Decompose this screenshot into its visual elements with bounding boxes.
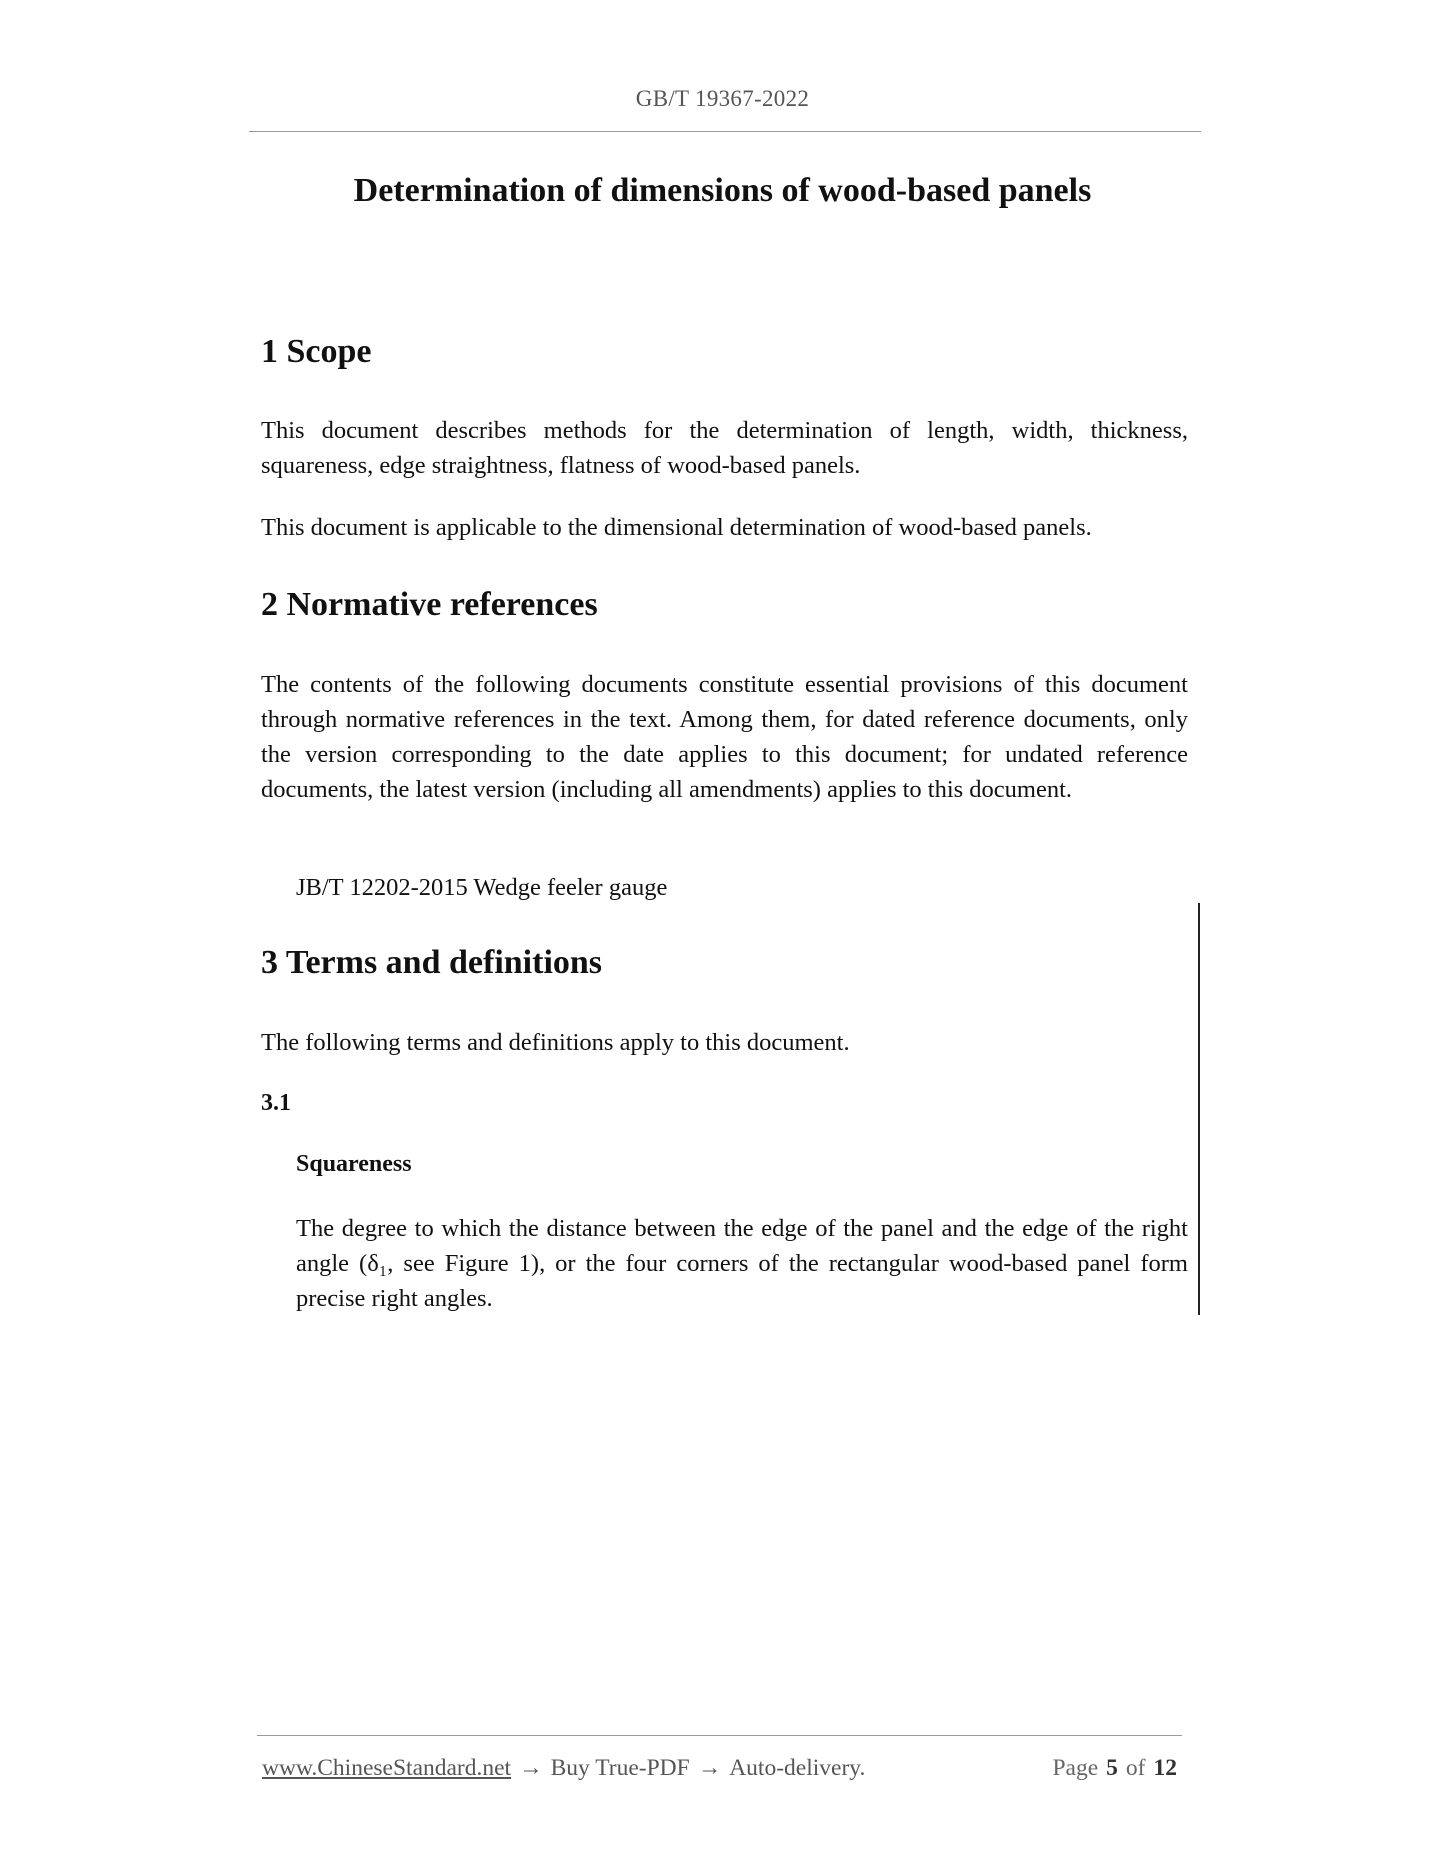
page-label: Page [1052,1755,1099,1781]
header-standard-code: GB/T 19367-2022 [635,86,810,111]
delivery-text: Auto-delivery. [729,1755,866,1781]
scope-paragraph-2: This document is applicable to the dimensional determination of wood-based panels. [261,514,1092,541]
header-divider [249,131,1201,132]
footer-divider [257,1735,1182,1736]
scope-paragraph-1: This document describes methods for the determination of length, width, thickness, squareness, edge straightness, flatness of wood-based panels. [261,417,1188,479]
document-title: Determination of dimensions of wood-based panels [353,172,1092,209]
term-name: Squareness [296,1151,412,1177]
normative-paragraph: The contents of the following documents constitute essential provisions of this document through normative references in the text. Among them, for dated reference documents, only the version corresponding to the date applies to this document; for undated reference documents, the latest version (including all amendments) applies to this document. [261,671,1188,803]
section-heading-terms: 3 Terms and definitions [261,944,603,981]
revision-change-bar [1198,903,1200,1315]
arrow-icon: → [697,1755,722,1781]
of-label: of [1125,1755,1146,1781]
footer-promo [262,1755,865,1782]
section-heading-scope: 1 Scope [261,333,372,370]
arrow-icon: → [519,1755,543,1781]
page-current: 5 [1106,1755,1118,1781]
site-link[interactable]: www.ChineseStandard.net [262,1755,512,1781]
page-total: 12 [1153,1755,1177,1781]
buy-text: Buy True-PDF [550,1755,690,1781]
section-heading-normative-references: 2 Normative references [261,586,598,623]
terms-intro-paragraph: The following terms and definitions apply to this document. [261,1029,850,1056]
page-indicator [1052,1755,1177,1782]
term-definition: The degree to which the distance between the edge of the panel and the edge of the right angle (δ₁, see Figure 1), or the four corners of the rectangular wood-based panel form precise right angles. [296,1215,1188,1312]
term-number: 3.1 [261,1090,291,1116]
normative-reference-item: JB/T 12202-2015 Wedge feeler gauge [296,874,668,901]
